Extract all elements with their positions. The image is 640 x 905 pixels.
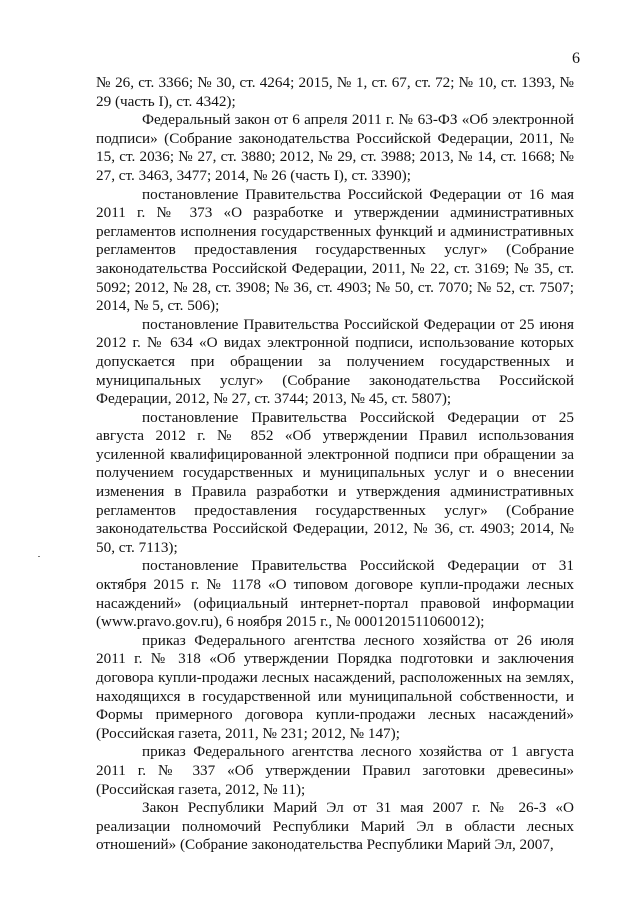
scan-speck	[38, 556, 40, 557]
page-number: 6	[572, 50, 580, 67]
paragraph-federal-law-63: Федеральный закон от 6 апреля 2011 г. № 63-ФЗ «Об электронной подписи» (Собрание законодательства Российской Федерации, 2011, № 15, ст. 2036; № 27, ст. 3880; 2012, № 29, ст. 3988; 2013, № 14, ст. 1668; № 27, ст. 3463, 3477; 2014, № 26 (часть I), ст. 3390);	[96, 111, 574, 184]
paragraph-order-337: приказ Федерального агентства лесного хозяйства от 1 августа 2011 г. № 337 «Об утверждении Правил заготовки древесины» (Российская газета, 2012, № 11);	[96, 743, 574, 798]
paragraph-continuation: № 26, ст. 3366; № 30, ст. 4264; 2015, № 1, ст. 67, ст. 72; № 10, ст. 1393, № 29 (часть I), ст. 4342);	[96, 74, 574, 110]
paragraph-resolution-634: постановление Правительства Российской Федерации от 25 июня 2012 г. № 634 «О видах электронной подписи, использование которых допускается при обращении за получением государственных и муниципальных услуг» (Собрание законодательства Российской Федерации, 2012, № 27, ст. 3744; 2013, № 45, ст. 5807);	[96, 315, 574, 408]
document-body	[96, 74, 574, 855]
paragraph-resolution-373: постановление Правительства Российской Федерации от 16 мая 2011 г. № 373 «О разработке и утверждении административных регламентов исполнения государственных функций и административных регламентов предоставления государственных услуг» (Собрание законодательства Российской Федерации, 2011, № 22, ст. 3169; № 35, ст. 5092; 2012, № 28, ст. 3908; № 36, ст. 4903; № 50, ст. 7070; № 52, ст. 7507; 2014, № 5, ст. 506);	[96, 185, 574, 315]
paragraph-resolution-1178: постановление Правительства Российской Федерации от 31 октября 2015 г. № 1178 «О типовом договоре купли-продажи лесных насаждений» (официальный интернет-портал правовой информации (www.pravo.gov.ru), 6 ноября 2015 г., № 0001201511060012);	[96, 557, 574, 631]
paragraph-resolution-852: постановление Правительства Российской Федерации от 25 августа 2012 г. № 852 «Об утверждении Правил использования усиленной квалифицированной электронной подписи при обращении за получением государственных и муниципальных услуг и о внесении изменения в Правила разработки и утверждения административных регламентов предоставления государственных услуг» (Собрание законодательства Российской Федерации, 2012, № 36, ст. 4903; 2014, № 50, ст. 7113);	[96, 408, 574, 556]
paragraph-mari-el-law: Закон Республики Марий Эл от 31 мая 2007 г. № 26-З «О реализации полномочий Республики Марий Эл в области лесных отношений» (Собрание законодательства Республики Марий Эл, 2007,	[96, 799, 574, 854]
paragraph-order-318: приказ Федерального агентства лесного хозяйства от 26 июля 2011 г. № 318 «Об утверждении Порядка подготовки и заключения договора купли-продажи лесных насаждений, расположенных на землях, находящихся в государственной или муниципальной собственности, и Формы примерного договора купли-продажи лесных насаждений» (Российская газета, 2011, № 231; 2012, № 147);	[96, 631, 574, 742]
